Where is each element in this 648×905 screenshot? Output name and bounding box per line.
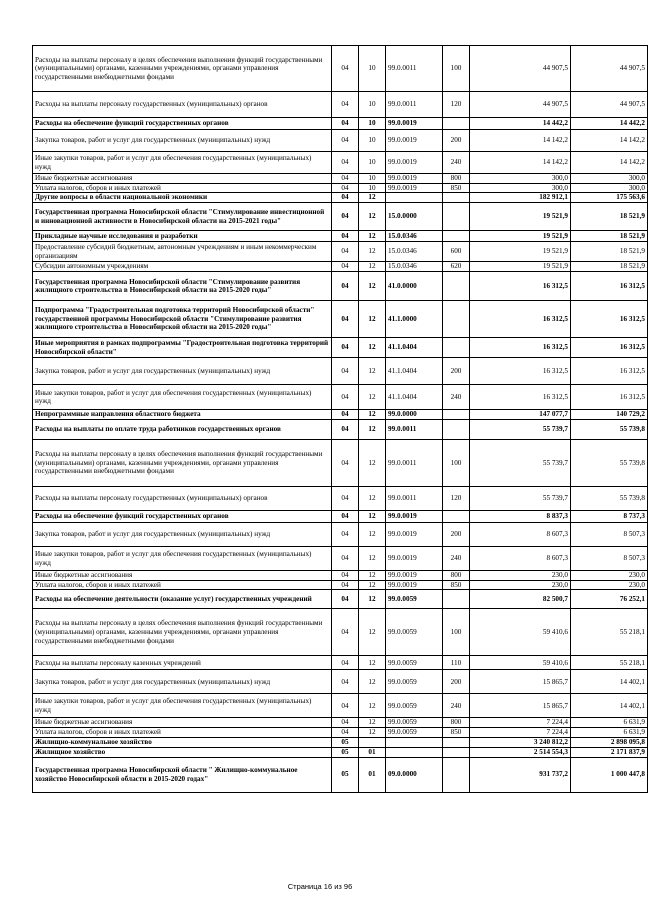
row-name-cell: Уплата налогов, сборов и иных платежей [33,727,332,737]
row-expense-type-cell: 800 [443,571,470,581]
row-code-cell: 99.0.0059 [386,656,443,670]
row-subsection-cell: 10 [359,152,386,174]
row-expense-type-cell: 120 [443,92,470,118]
row-name-cell: Жилищно-коммунальное хозяйство [33,737,332,747]
row-section-cell: 04 [332,46,359,92]
row-expense-type-cell [443,118,470,130]
row-amount-2-cell: 300,0 [571,174,648,184]
row-code-cell: 99.0.0059 [386,609,443,656]
row-code-cell: 41.1.0000 [386,301,443,338]
row-amount-2-cell: 16 312,5 [571,338,648,358]
row-code-cell: 15.0.0346 [386,242,443,262]
row-code-cell: 41.0.0000 [386,272,443,301]
row-amount-2-cell: 55 218,1 [571,656,648,670]
row-code-cell: 99.0.0019 [386,523,443,547]
row-code-cell: 99.0.0059 [386,727,443,737]
budget-table [32,45,648,793]
row-amount-2-cell: 230,0 [571,580,648,590]
row-name-cell: Государственная программа Новосибирской области "Стимулирование развития жилищного строительства в Новосибирской области на 2015-2020 годы" [33,272,332,301]
row-subsection-cell: 12 [359,193,386,203]
row-expense-type-cell: 240 [443,694,470,718]
table-row [33,152,648,174]
row-expense-type-cell [443,203,470,231]
row-name-cell: Предоставление субсидий бюджетным, автономным учреждениям и иным некоммерческим организациям [33,242,332,262]
row-expense-type-cell: 200 [443,130,470,152]
row-amount-1-cell: 14 142,2 [470,152,571,174]
row-expense-type-cell: 240 [443,547,470,571]
row-section-cell: 04 [332,152,359,174]
row-subsection-cell: 12 [359,358,386,385]
row-amount-1-cell: 59 410,6 [470,609,571,656]
row-name-cell: Иные бюджетные ассигнования [33,571,332,581]
row-section-cell: 04 [332,590,359,609]
row-section-cell: 04 [332,338,359,358]
row-amount-1-cell: 44 907,5 [470,92,571,118]
table-row [33,46,648,92]
row-amount-1-cell: 7 224,4 [470,727,571,737]
row-amount-1-cell: 16 312,5 [470,301,571,338]
row-name-cell: Уплата налогов, сборов и иных платежей [33,580,332,590]
row-name-cell: Государственная программа Новосибирской области " Жилищно-коммунальное хозяйство Новосибирской области в 2015-2020 годах" [33,757,332,792]
table-row [33,92,648,118]
row-subsection-cell: 12 [359,580,386,590]
table-row [33,193,648,203]
row-amount-2-cell: 44 907,5 [571,46,648,92]
row-subsection-cell: 10 [359,46,386,92]
row-expense-type-cell: 110 [443,656,470,670]
row-amount-1-cell: 8 837,3 [470,511,571,523]
row-code-cell [386,193,443,203]
row-code-cell: 99.0.0059 [386,590,443,609]
row-expense-type-cell [443,338,470,358]
table-row [33,511,648,523]
row-code-cell: 99.0.0019 [386,511,443,523]
table-row [33,203,648,231]
row-code-cell: 99.0.0011 [386,46,443,92]
row-subsection-cell: 12 [359,547,386,571]
row-code-cell: 99.0.0019 [386,580,443,590]
table-row [33,262,648,272]
row-amount-2-cell: 300,0 [571,183,648,193]
table-row [33,385,648,410]
row-amount-2-cell: 8 507,3 [571,523,648,547]
table-row [33,487,648,511]
row-name-cell: Расходы на выплаты персоналу в целях обеспечения выполнения функций государственными (муниципальными) органами, казенными учреждениями, органами управления государственными внебюджетными фондами [33,609,332,656]
table-row [33,547,648,571]
row-name-cell: Закупка товаров, работ и услуг для государственных (муниципальных) нужд [33,523,332,547]
row-name-cell: Прикладные научные исследования и разработки [33,231,332,242]
table-row [33,242,648,262]
row-amount-2-cell: 55 739,8 [571,420,648,440]
table-row [33,338,648,358]
row-amount-1-cell: 931 737,2 [470,757,571,792]
row-subsection-cell: 01 [359,757,386,792]
row-subsection-cell: 12 [359,487,386,511]
row-amount-1-cell: 15 865,7 [470,670,571,694]
row-subsection-cell: 12 [359,727,386,737]
row-section-cell: 04 [332,523,359,547]
row-amount-1-cell: 44 907,5 [470,46,571,92]
row-section-cell: 04 [332,130,359,152]
row-expense-type-cell [443,193,470,203]
row-section-cell: 04 [332,511,359,523]
row-code-cell: 99.0.0059 [386,670,443,694]
row-code-cell: 99.0.0011 [386,420,443,440]
row-expense-type-cell [443,231,470,242]
table-row [33,272,648,301]
row-section-cell: 04 [332,262,359,272]
row-expense-type-cell: 200 [443,670,470,694]
row-amount-2-cell: 55 739,8 [571,487,648,511]
row-expense-type-cell [443,511,470,523]
row-section-cell: 04 [332,385,359,410]
row-name-cell: Расходы на обеспечение деятельности (оказание услуг) государственных учреждений [33,590,332,609]
row-amount-2-cell: 14 442,2 [571,118,648,130]
row-expense-type-cell: 620 [443,262,470,272]
row-section-cell: 04 [332,609,359,656]
row-name-cell: Иные закупки товаров, работ и услуг для обеспечения государственных (муниципальных) нужд [33,694,332,718]
row-amount-1-cell: 16 312,5 [470,338,571,358]
row-section-cell: 04 [332,193,359,203]
row-section-cell: 05 [332,747,359,757]
row-section-cell: 04 [332,727,359,737]
row-amount-2-cell: 18 521,9 [571,242,648,262]
row-amount-1-cell: 182 912,1 [470,193,571,203]
row-code-cell: 99.0.0019 [386,547,443,571]
row-amount-1-cell: 55 739,7 [470,487,571,511]
row-code-cell: 99.0.0019 [386,183,443,193]
row-section-cell: 04 [332,694,359,718]
row-amount-1-cell: 19 521,9 [470,203,571,231]
row-amount-1-cell: 19 521,9 [470,262,571,272]
row-amount-1-cell: 15 865,7 [470,694,571,718]
row-expense-type-cell [443,272,470,301]
row-amount-2-cell: 18 521,9 [571,231,648,242]
row-section-cell: 04 [332,242,359,262]
row-section-cell: 05 [332,757,359,792]
row-name-cell: Расходы на выплаты персоналу казенных учреждений [33,656,332,670]
row-amount-2-cell: 18 521,9 [571,262,648,272]
table-row [33,118,648,130]
row-code-cell: 41.1.0404 [386,358,443,385]
row-amount-1-cell: 230,0 [470,571,571,581]
row-code-cell: 15.0.0346 [386,231,443,242]
row-expense-type-cell [443,737,470,747]
row-section-cell: 04 [332,410,359,420]
row-section-cell: 04 [332,656,359,670]
row-code-cell: 99.0.0011 [386,487,443,511]
row-subsection-cell: 12 [359,511,386,523]
row-amount-1-cell: 7 224,4 [470,718,571,728]
row-section-cell: 04 [332,487,359,511]
row-name-cell: Расходы на выплаты персоналу государственных (муниципальных) органов [33,92,332,118]
row-name-cell: Жилищное хозяйство [33,747,332,757]
row-section-cell: 04 [332,272,359,301]
row-expense-type-cell: 240 [443,152,470,174]
row-code-cell: 15.0.0346 [386,262,443,272]
table-row [33,656,648,670]
budget-table-body [33,46,648,793]
row-code-cell: 09.0.0000 [386,757,443,792]
row-amount-1-cell: 230,0 [470,580,571,590]
row-subsection-cell: 12 [359,590,386,609]
page-footer: Страница 16 из 96 [287,882,353,891]
row-subsection-cell: 12 [359,385,386,410]
row-subsection-cell: 12 [359,571,386,581]
row-name-cell: Закупка товаров, работ и услуг для государственных (муниципальных) нужд [33,358,332,385]
row-amount-1-cell: 3 240 812,2 [470,737,571,747]
row-name-cell: Расходы на выплаты персоналу в целях обеспечения выполнения функций государственными (муниципальными) органами, казенными учреждениями, органами управления государственными внебюджетными фондами [33,440,332,487]
table-row [33,580,648,590]
row-amount-2-cell: 175 563,6 [571,193,648,203]
row-amount-1-cell: 82 500,7 [470,590,571,609]
row-section-cell: 04 [332,580,359,590]
row-code-cell: 99.0.0000 [386,410,443,420]
row-subsection-cell: 12 [359,203,386,231]
row-amount-2-cell: 14 142,2 [571,152,648,174]
table-row [33,718,648,728]
row-subsection-cell: 12 [359,338,386,358]
row-name-cell: Расходы на выплаты персоналу в целях обеспечения выполнения функций государственными (муниципальными) органами, казенными учреждениями, органами управления государственными внебюджетными фондами [33,46,332,92]
row-subsection-cell: 12 [359,609,386,656]
row-amount-2-cell: 230,0 [571,571,648,581]
table-row [33,183,648,193]
table-row [33,301,648,338]
row-amount-1-cell: 14 142,2 [470,130,571,152]
row-name-cell: Подпрограмма "Градостроительная подготовка территорий Новосибирской области" государственной программы Новосибирской области "Стимулирование развития жилищного строительства в Новосибирской области на 2015-2020 годы" [33,301,332,338]
row-section-cell: 04 [332,718,359,728]
row-name-cell: Иные закупки товаров, работ и услуг для обеспечения государственных (муниципальных) нужд [33,152,332,174]
row-amount-2-cell: 8 737,3 [571,511,648,523]
row-code-cell [386,747,443,757]
row-amount-2-cell: 14 142,2 [571,130,648,152]
row-amount-2-cell: 76 252,1 [571,590,648,609]
row-subsection-cell: 12 [359,231,386,242]
row-amount-2-cell: 16 312,5 [571,385,648,410]
row-expense-type-cell: 100 [443,609,470,656]
row-amount-2-cell: 2 898 095,8 [571,737,648,747]
row-amount-1-cell: 16 312,5 [470,272,571,301]
row-code-cell [386,737,443,747]
row-subsection-cell: 10 [359,183,386,193]
row-amount-1-cell: 8 607,3 [470,523,571,547]
row-name-cell: Государственная программа Новосибирской области "Стимулирование инвестиционной и инновационной активности в Новосибирской области на 2015-2021 годы" [33,203,332,231]
row-amount-1-cell: 147 077,7 [470,410,571,420]
row-expense-type-cell: 850 [443,183,470,193]
row-code-cell: 41.1.0404 [386,338,443,358]
row-amount-2-cell: 6 631,9 [571,718,648,728]
table-row [33,590,648,609]
row-expense-type-cell: 800 [443,174,470,184]
row-name-cell: Субсидии автономным учреждениям [33,262,332,272]
row-subsection-cell: 12 [359,656,386,670]
row-subsection-cell: 12 [359,440,386,487]
row-amount-2-cell: 16 312,5 [571,301,648,338]
row-amount-1-cell: 19 521,9 [470,242,571,262]
table-row [33,694,648,718]
row-code-cell: 99.0.0011 [386,92,443,118]
row-amount-2-cell: 6 631,9 [571,727,648,737]
row-name-cell: Иные мероприятия в рамках подпрограммы "Градостроительная подготовка территорий Новосибирской области" [33,338,332,358]
row-code-cell: 99.0.0019 [386,130,443,152]
table-row [33,747,648,757]
row-name-cell: Закупка товаров, работ и услуг для государственных (муниципальных) нужд [33,670,332,694]
row-subsection-cell: 12 [359,420,386,440]
row-subsection-cell: 01 [359,747,386,757]
row-section-cell: 04 [332,670,359,694]
table-row [33,523,648,547]
row-section-cell: 04 [332,231,359,242]
row-code-cell: 99.0.0019 [386,571,443,581]
row-name-cell: Иные бюджетные ассигнования [33,174,332,184]
row-section-cell: 04 [332,440,359,487]
row-name-cell: Закупка товаров, работ и услуг для государственных (муниципальных) нужд [33,130,332,152]
row-amount-1-cell: 16 312,5 [470,385,571,410]
row-name-cell: Иные бюджетные ассигнования [33,718,332,728]
table-row [33,440,648,487]
table-row [33,358,648,385]
row-amount-1-cell: 8 607,3 [470,547,571,571]
row-expense-type-cell: 200 [443,523,470,547]
table-row [33,670,648,694]
row-subsection-cell: 10 [359,92,386,118]
row-amount-2-cell: 16 312,5 [571,358,648,385]
row-name-cell: Иные закупки товаров, работ и услуг для обеспечения государственных (муниципальных) нужд [33,385,332,410]
row-expense-type-cell: 100 [443,440,470,487]
table-row [33,609,648,656]
row-amount-2-cell: 8 507,3 [571,547,648,571]
row-subsection-cell: 10 [359,174,386,184]
row-section-cell: 04 [332,358,359,385]
row-name-cell: Непрограммные направления областного бюджета [33,410,332,420]
row-section-cell: 04 [332,183,359,193]
row-name-cell: Уплата налогов, сборов и иных платежей [33,183,332,193]
row-section-cell: 04 [332,420,359,440]
row-name-cell: Расходы на выплаты персоналу государственных (муниципальных) органов [33,487,332,511]
table-row [33,231,648,242]
row-expense-type-cell: 100 [443,46,470,92]
row-code-cell: 99.0.0059 [386,718,443,728]
row-amount-2-cell: 1 000 447,8 [571,757,648,792]
row-section-cell: 04 [332,92,359,118]
row-expense-type-cell [443,757,470,792]
row-expense-type-cell [443,301,470,338]
row-code-cell: 99.0.0011 [386,440,443,487]
row-section-cell: 04 [332,301,359,338]
row-amount-1-cell: 55 739,7 [470,420,571,440]
row-amount-1-cell: 55 739,7 [470,440,571,487]
row-amount-2-cell: 55 218,1 [571,609,648,656]
row-code-cell: 15.0.0000 [386,203,443,231]
row-amount-2-cell: 140 729,2 [571,410,648,420]
row-amount-2-cell: 14 402,1 [571,694,648,718]
row-code-cell: 99.0.0019 [386,174,443,184]
row-name-cell: Расходы на обеспечение функций государственных органов [33,118,332,130]
row-amount-2-cell: 16 312,5 [571,272,648,301]
row-section-cell: 04 [332,174,359,184]
row-section-cell: 04 [332,118,359,130]
row-expense-type-cell: 120 [443,487,470,511]
budget-sheet [32,45,645,793]
row-subsection-cell: 12 [359,272,386,301]
table-row [33,174,648,184]
row-amount-2-cell: 18 521,9 [571,203,648,231]
row-expense-type-cell [443,747,470,757]
row-subsection-cell: 12 [359,242,386,262]
table-row [33,130,648,152]
table-row [33,571,648,581]
row-amount-1-cell: 16 312,5 [470,358,571,385]
row-expense-type-cell: 600 [443,242,470,262]
row-subsection-cell: 10 [359,118,386,130]
row-subsection-cell [359,737,386,747]
table-row [33,410,648,420]
row-subsection-cell: 12 [359,262,386,272]
row-subsection-cell: 12 [359,301,386,338]
table-row [33,757,648,792]
row-expense-type-cell: 200 [443,358,470,385]
row-subsection-cell: 12 [359,718,386,728]
row-section-cell: 05 [332,737,359,747]
row-expense-type-cell [443,420,470,440]
row-name-cell: Расходы на выплаты по оплате труда работников государственных органов [33,420,332,440]
row-subsection-cell: 12 [359,694,386,718]
row-amount-1-cell: 2 514 554,3 [470,747,571,757]
row-amount-2-cell: 2 171 837,9 [571,747,648,757]
row-amount-2-cell: 44 907,5 [571,92,648,118]
row-name-cell: Иные закупки товаров, работ и услуг для обеспечения государственных (муниципальных) нужд [33,547,332,571]
table-row [33,727,648,737]
table-row [33,737,648,747]
row-amount-1-cell: 59 410,6 [470,656,571,670]
row-amount-1-cell: 300,0 [470,174,571,184]
row-code-cell: 41.1.0404 [386,385,443,410]
row-expense-type-cell: 240 [443,385,470,410]
row-code-cell: 99.0.0019 [386,118,443,130]
row-amount-1-cell: 14 442,2 [470,118,571,130]
row-amount-1-cell: 300,0 [470,183,571,193]
row-subsection-cell: 10 [359,130,386,152]
row-amount-1-cell: 19 521,9 [470,231,571,242]
row-amount-2-cell: 14 402,1 [571,670,648,694]
row-expense-type-cell: 800 [443,718,470,728]
row-subsection-cell: 12 [359,670,386,694]
row-code-cell: 99.0.0059 [386,694,443,718]
row-expense-type-cell [443,410,470,420]
row-amount-2-cell: 55 739,8 [571,440,648,487]
table-row [33,420,648,440]
row-subsection-cell: 12 [359,410,386,420]
row-expense-type-cell: 850 [443,727,470,737]
row-code-cell: 99.0.0019 [386,152,443,174]
row-name-cell: Другие вопросы в области национальной экономики [33,193,332,203]
row-subsection-cell: 12 [359,523,386,547]
row-section-cell: 04 [332,571,359,581]
row-expense-type-cell: 850 [443,580,470,590]
row-section-cell: 04 [332,203,359,231]
row-expense-type-cell [443,590,470,609]
row-section-cell: 04 [332,547,359,571]
row-name-cell: Расходы на обеспечение функций государственных органов [33,511,332,523]
